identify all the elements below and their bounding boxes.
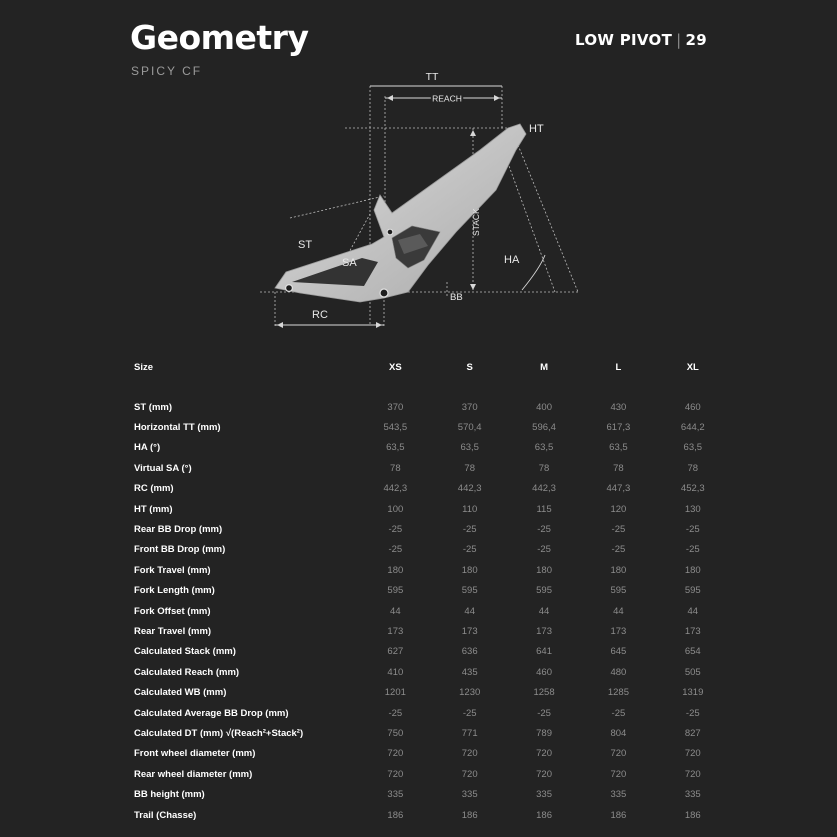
cell-value: -25 bbox=[611, 707, 626, 719]
label-bb: BB bbox=[450, 292, 463, 303]
cell-value: 78 bbox=[390, 462, 401, 474]
cell-value: 720 bbox=[387, 748, 404, 760]
row-label: Calculated Average BB Drop (mm) bbox=[134, 707, 289, 719]
geometry-table bbox=[130, 357, 730, 825]
cell-value: 595 bbox=[387, 585, 404, 597]
row-label: Rear wheel diameter (mm) bbox=[134, 768, 253, 780]
cell-value: 435 bbox=[461, 666, 478, 678]
size-s-header: S bbox=[466, 361, 473, 373]
geometry-diagram bbox=[0, 0, 837, 340]
cell-value: 442,3 bbox=[532, 483, 556, 495]
cell-value: 44 bbox=[613, 605, 624, 617]
row-label: Fork Offset (mm) bbox=[134, 605, 211, 617]
bike-frame bbox=[275, 124, 526, 302]
cell-value: 595 bbox=[461, 585, 478, 597]
row-label: BB height (mm) bbox=[134, 789, 205, 801]
cell-value: 720 bbox=[536, 768, 552, 780]
table-row bbox=[130, 519, 730, 539]
label-ha: HA bbox=[504, 254, 520, 266]
cell-value: 480 bbox=[610, 666, 627, 678]
row-label: Fork Length (mm) bbox=[134, 585, 215, 597]
row-label: RC (mm) bbox=[134, 483, 174, 495]
cell-value: -25 bbox=[462, 707, 477, 719]
table-row bbox=[130, 581, 730, 601]
cell-value: 78 bbox=[687, 462, 699, 474]
cell-value: 442,3 bbox=[383, 483, 408, 495]
cell-value: 1258 bbox=[533, 687, 555, 699]
cell-value: 173 bbox=[610, 625, 627, 637]
table-row bbox=[130, 458, 730, 478]
row-label: Virtual SA (°) bbox=[134, 462, 192, 474]
table-row bbox=[130, 601, 730, 621]
cell-value: 180 bbox=[536, 564, 552, 576]
cell-value: 447,3 bbox=[606, 483, 631, 495]
size-m-header: M bbox=[540, 361, 549, 373]
cell-value: 186 bbox=[536, 809, 552, 821]
cell-value: 720 bbox=[536, 748, 552, 760]
cell-value: 78 bbox=[613, 462, 624, 474]
model-separator: | bbox=[676, 31, 682, 49]
cell-value: -25 bbox=[685, 707, 700, 719]
size-xl-header: XL bbox=[686, 361, 699, 373]
cell-value: 452,3 bbox=[680, 483, 705, 495]
cell-value: 335 bbox=[610, 789, 627, 801]
cell-value: 173 bbox=[536, 625, 552, 637]
table-row bbox=[130, 438, 730, 458]
cell-value: -25 bbox=[462, 524, 477, 536]
table-row bbox=[130, 417, 730, 437]
cell-value: 63,5 bbox=[534, 442, 554, 454]
size-column-header: Size bbox=[134, 361, 154, 373]
cell-value: 173 bbox=[684, 625, 701, 637]
cell-value: 110 bbox=[462, 503, 478, 515]
cell-value: 78 bbox=[464, 462, 475, 474]
cell-value: 180 bbox=[461, 564, 478, 576]
label-ht: HT bbox=[529, 123, 544, 135]
cell-value: 115 bbox=[536, 503, 552, 515]
cell-value: 720 bbox=[610, 748, 627, 760]
cell-value: 720 bbox=[461, 768, 478, 780]
cell-value: -25 bbox=[537, 524, 551, 536]
table-row bbox=[130, 621, 730, 641]
table-row bbox=[130, 784, 730, 804]
cell-value: 180 bbox=[610, 564, 627, 576]
cell-value: 186 bbox=[684, 809, 701, 821]
cell-value: -25 bbox=[685, 524, 700, 536]
table-body bbox=[130, 377, 730, 825]
cell-value: 720 bbox=[610, 768, 627, 780]
cell-value: 595 bbox=[536, 585, 552, 597]
cell-value: -25 bbox=[537, 707, 551, 719]
cell-value: 596,4 bbox=[532, 422, 556, 434]
spacer-row bbox=[130, 377, 730, 397]
table-row bbox=[130, 642, 730, 662]
cell-value: 370 bbox=[387, 401, 404, 413]
cell-value: 186 bbox=[387, 809, 404, 821]
row-label: Trail (Chasse) bbox=[134, 809, 197, 821]
cell-value: 636 bbox=[461, 646, 478, 658]
cell-value: 827 bbox=[684, 727, 701, 739]
cell-value: 460 bbox=[536, 666, 552, 678]
cell-value: 173 bbox=[461, 625, 478, 637]
table-header-row bbox=[130, 357, 730, 377]
size-l-header: L bbox=[615, 361, 622, 373]
cell-value: 63,5 bbox=[460, 442, 479, 454]
cell-value: 400 bbox=[536, 401, 552, 413]
cell-value: 120 bbox=[610, 503, 627, 515]
cell-value: 44 bbox=[390, 605, 401, 617]
table-row bbox=[130, 479, 730, 499]
cell-value: 654 bbox=[684, 646, 701, 658]
cell-value: 645 bbox=[610, 646, 627, 658]
page-title: Geometry bbox=[130, 18, 309, 57]
table-row bbox=[130, 682, 730, 702]
cell-value: 186 bbox=[610, 809, 627, 821]
cell-value: -25 bbox=[388, 524, 403, 536]
cell-value: 63,5 bbox=[609, 442, 628, 454]
cell-value: -25 bbox=[611, 524, 626, 536]
cell-value: -25 bbox=[611, 544, 626, 556]
label-rc: RC bbox=[312, 309, 328, 321]
table-row bbox=[130, 397, 730, 417]
cell-value: 1285 bbox=[607, 687, 629, 699]
model-wheel-size: 29 bbox=[685, 31, 707, 49]
cell-value: -25 bbox=[388, 707, 403, 719]
cell-value: 370 bbox=[461, 401, 478, 413]
cell-value: 44 bbox=[464, 605, 475, 617]
row-label: Rear BB Drop (mm) bbox=[134, 524, 223, 536]
cell-value: 180 bbox=[387, 564, 404, 576]
cell-value: 720 bbox=[684, 748, 701, 760]
row-label: HT (mm) bbox=[134, 503, 173, 515]
row-label: Calculated Reach (mm) bbox=[134, 666, 240, 678]
cell-value: 720 bbox=[387, 768, 404, 780]
cell-value: 180 bbox=[684, 564, 701, 576]
cell-value: 595 bbox=[610, 585, 627, 597]
table-row bbox=[130, 723, 730, 743]
ha-angle-arc bbox=[522, 255, 545, 290]
cell-value: -25 bbox=[685, 544, 700, 556]
row-label: Calculated DT (mm) √(Reach²+Stack²) bbox=[134, 727, 304, 739]
row-label: Horizontal TT (mm) bbox=[134, 422, 221, 434]
cell-value: 335 bbox=[536, 789, 552, 801]
label-sa: SA bbox=[342, 257, 357, 269]
cell-value: 1230 bbox=[459, 687, 481, 699]
table-row bbox=[130, 662, 730, 682]
row-label: Front wheel diameter (mm) bbox=[134, 748, 256, 760]
label-tt: TT bbox=[425, 71, 439, 83]
table-row bbox=[130, 744, 730, 764]
row-label: Calculated Stack (mm) bbox=[134, 646, 236, 658]
cell-value: 63,5 bbox=[386, 442, 405, 454]
cell-value: 750 bbox=[387, 727, 404, 739]
table-row bbox=[130, 499, 730, 519]
cell-value: -25 bbox=[462, 544, 477, 556]
cell-value: 44 bbox=[538, 605, 550, 617]
cell-value: 78 bbox=[538, 462, 550, 474]
cell-value: 430 bbox=[610, 401, 627, 413]
cell-value: 804 bbox=[610, 727, 627, 739]
cell-value: 771 bbox=[461, 727, 478, 739]
cell-value: 644,2 bbox=[680, 422, 705, 434]
cell-value: 570,4 bbox=[457, 422, 482, 434]
label-stack: STACK bbox=[471, 208, 481, 236]
cell-value: 410 bbox=[387, 666, 404, 678]
cell-value: 44 bbox=[687, 605, 699, 617]
table-row bbox=[130, 703, 730, 723]
cell-value: 100 bbox=[387, 503, 404, 515]
cell-value: -25 bbox=[388, 544, 403, 556]
table-row bbox=[130, 560, 730, 580]
cell-value: 505 bbox=[684, 666, 701, 678]
row-label: HA (°) bbox=[134, 442, 161, 454]
cell-value: 1201 bbox=[384, 687, 406, 699]
row-label: Front BB Drop (mm) bbox=[134, 544, 226, 556]
cell-value: 335 bbox=[461, 789, 478, 801]
row-label: Rear Travel (mm) bbox=[134, 625, 212, 637]
table-row bbox=[130, 764, 730, 784]
cell-value: 595 bbox=[684, 585, 701, 597]
cell-value: 335 bbox=[684, 789, 701, 801]
cell-value: 627 bbox=[387, 646, 404, 658]
table-row bbox=[130, 540, 730, 560]
cell-value: 1319 bbox=[682, 687, 704, 699]
cell-value: 720 bbox=[684, 768, 701, 780]
table-row bbox=[130, 805, 730, 825]
cell-value: 789 bbox=[536, 727, 552, 739]
model-subtitle: SPICY CF bbox=[131, 64, 203, 78]
label-reach: REACH bbox=[432, 93, 462, 104]
cell-value: 720 bbox=[461, 748, 478, 760]
label-st: ST bbox=[298, 239, 313, 251]
cell-value: -25 bbox=[537, 544, 551, 556]
row-label: Calculated WB (mm) bbox=[134, 687, 227, 699]
row-label: Fork Travel (mm) bbox=[134, 564, 211, 576]
cell-value: 186 bbox=[461, 809, 478, 821]
cell-value: 335 bbox=[387, 789, 404, 801]
cell-value: 442,3 bbox=[457, 483, 482, 495]
cell-value: 460 bbox=[684, 401, 701, 413]
row-label: ST (mm) bbox=[134, 401, 172, 413]
model-platform: LOW PIVOT bbox=[575, 31, 673, 49]
cell-value: 543,5 bbox=[383, 422, 408, 434]
cell-value: 617,3 bbox=[606, 422, 631, 434]
cell-value: 641 bbox=[536, 646, 552, 658]
cell-value: 173 bbox=[387, 625, 404, 637]
cell-value: 63,5 bbox=[683, 442, 703, 454]
cell-value: 130 bbox=[684, 503, 701, 515]
size-xs-header: XS bbox=[388, 361, 402, 373]
